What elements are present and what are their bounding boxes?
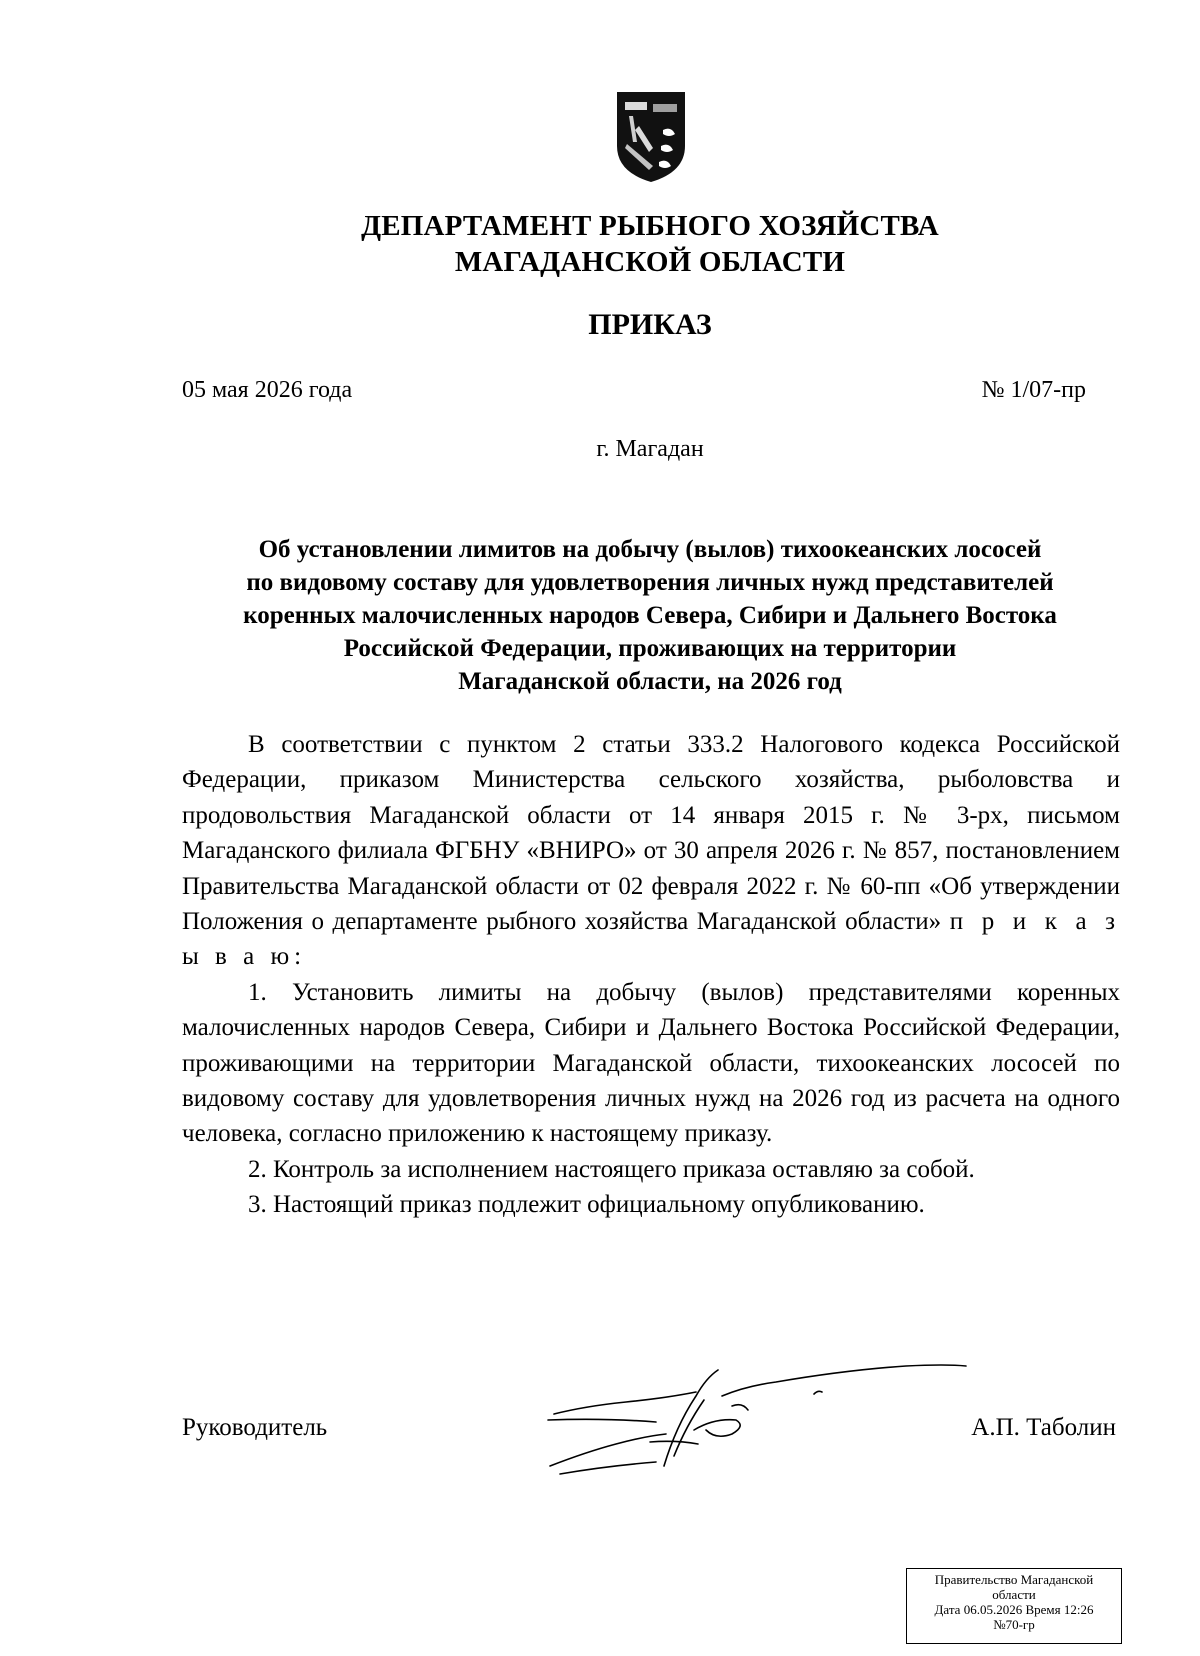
stamp-line: Правительство Магаданской	[934, 1572, 1094, 1587]
department-name-line1: ДЕПАРТАМЕНТ РЫБНОГО ХОЗЯЙСТВА	[361, 210, 939, 242]
order-body	[182, 727, 1120, 1223]
order-item-1: 1. Установить лимиты на добычу (вылов) представителями коренных малочисленных народов Севера, Сибири и Дальнего Востока Российской Федерации, проживающими на территории Магаданской области, тихоокеанских лососей по видовому составу для удовлетворения личных нужд на 2026 год из расчета на одного человека, согласно приложению к настоящему приказу.	[182, 978, 1120, 1148]
signer-name: А.П. Таболин	[971, 1414, 1116, 1441]
registration-stamp	[906, 1568, 1122, 1644]
preamble-text: В соответствии с пунктом 2 статьи 333.2 Налогового кодекса Российской Федерации, приказом Министерства сельского хозяйства, рыболовства и продовольствия Магаданской области от 14 января 2015 г. № 3-рх, письмом Магаданского филиала ФГБНУ «ВНИРО» от 30 апреля 2026 г. № 857, постановлением Правительства Магаданской области от 02 февраля 2022 г. № 60-пп «Об утверждении Положения о департаменте рыбного хозяйства Магаданской области»	[182, 731, 1120, 936]
subject-line: Российской Федерации, проживающих на территории	[343, 635, 957, 662]
subject-line: по видовому составу для удовлетворения личных нужд представителей	[246, 569, 1054, 596]
order-number: № 1/07-пр	[981, 377, 1086, 403]
preamble-paragraph	[182, 727, 1120, 975]
handwritten-signature	[546, 1356, 1016, 1486]
order-subject	[150, 533, 1150, 698]
subject-line: коренных малочисленных народов Севера, Сибири и Дальнего Востока	[243, 602, 1057, 629]
document-type: ПРИКАЗ	[588, 308, 712, 341]
stamp-line: Дата 06.05.2026 Время 12:26	[934, 1602, 1094, 1617]
stamp-line: области	[992, 1587, 1036, 1602]
signer-role: Руководитель	[182, 1414, 328, 1441]
department-name-line2: МАГАДАНСКОЙ ОБЛАСТИ	[454, 246, 846, 278]
department-header	[0, 208, 1200, 280]
stamp-line: №70-гр	[993, 1617, 1035, 1632]
subject-line: Об установлении лимитов на добычу (вылов) тихоокеанских лососей	[258, 536, 1042, 563]
order-date: 05 мая 2026 года	[182, 377, 353, 403]
order-item-3: 3. Настоящий приказ подлежит официальному опубликованию.	[248, 1191, 925, 1219]
order-city: г. Магадан	[596, 436, 704, 462]
subject-line: Магаданской области, на 2026 год	[458, 668, 842, 695]
directive-word: п р и к а з ы в а ю:	[182, 908, 1120, 971]
coat-of-arms-icon	[613, 86, 689, 186]
order-item-2: 2. Контроль за исполнением настоящего приказа оставляю за собой.	[248, 1155, 975, 1183]
